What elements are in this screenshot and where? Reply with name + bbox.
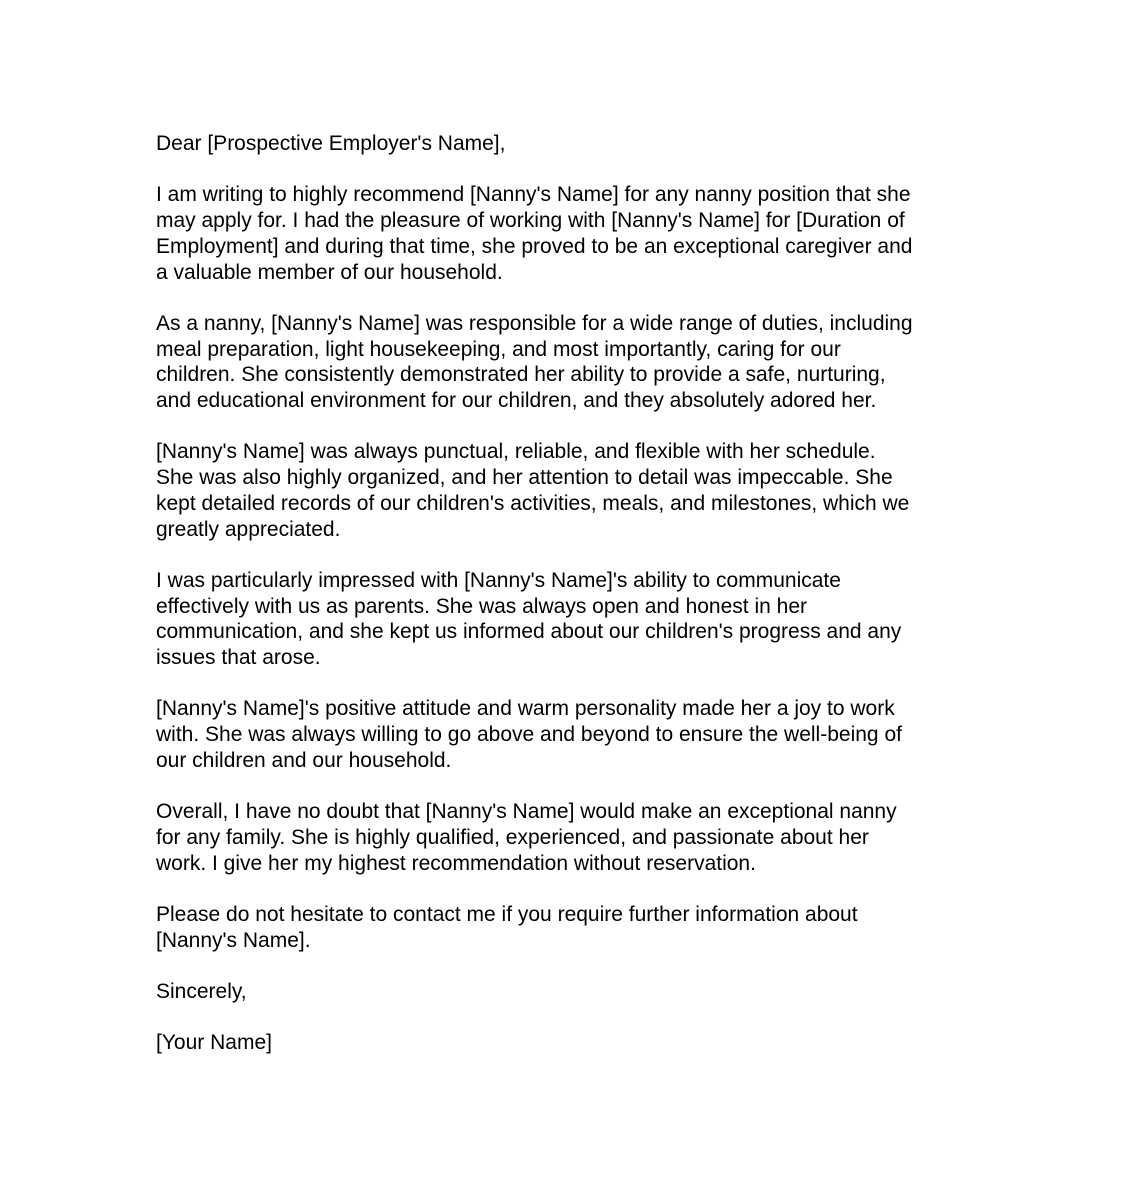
letter-paragraph-communication: I was particularly impressed with [Nanny's Name]'s ability to communicate effectively with us as parents. She was always open and honest in her communication, and she kept us informed about our children's progress and any issues that arose.: [156, 568, 902, 669]
letter-paragraph-reliability: [Nanny's Name] was always punctual, reliable, and flexible with her schedule. She was also highly organized, and her attention to detail was impeccable. She kept detailed records of our children's activities, meals, and milestones, which we greatly appreciated.: [156, 440, 910, 541]
letter-paragraph-attitude: [Nanny's Name]'s positive attitude and warm personality made her a joy to work with. She was always willing to go above and beyond to ensure the well-being of our children and our household.: [156, 697, 902, 772]
letter-paragraph-duties: As a nanny, [Nanny's Name] was responsible for a wide range of duties, including meal preparation, light housekeeping, and most importantly, caring for our children. She consistently demonstrated her ability to provide a safe, nurturing, and educational environment for our children, and they absolutely adored her.: [156, 311, 913, 412]
letter-signature: [Your Name]: [156, 1031, 272, 1055]
letter-paragraph-contact: Please do not hesitate to contact me if you require further information about [Nanny's Name].: [156, 902, 858, 952]
letter-salutation: Dear [Prospective Employer's Name],: [156, 132, 506, 155]
letter-closing: Sincerely,: [156, 980, 247, 1004]
letter-paragraph-intro: I am writing to highly recommend [Nanny's Name] for any nanny position that she may apply for. I had the pleasure of working with [Nanny's Name] for [Duration of Employment] and during that time, she proved to be an exceptional caregiver and a valuable member of our household.: [156, 183, 913, 284]
letter-paragraph-overall: Overall, I have no doubt that [Nanny's Name] would make an exceptional nanny for any family. She is highly qualified, experienced, and passionate about her work. I give her my highest recommendation without reservation.: [156, 800, 897, 875]
recommendation-letter: [156, 131, 986, 1056]
